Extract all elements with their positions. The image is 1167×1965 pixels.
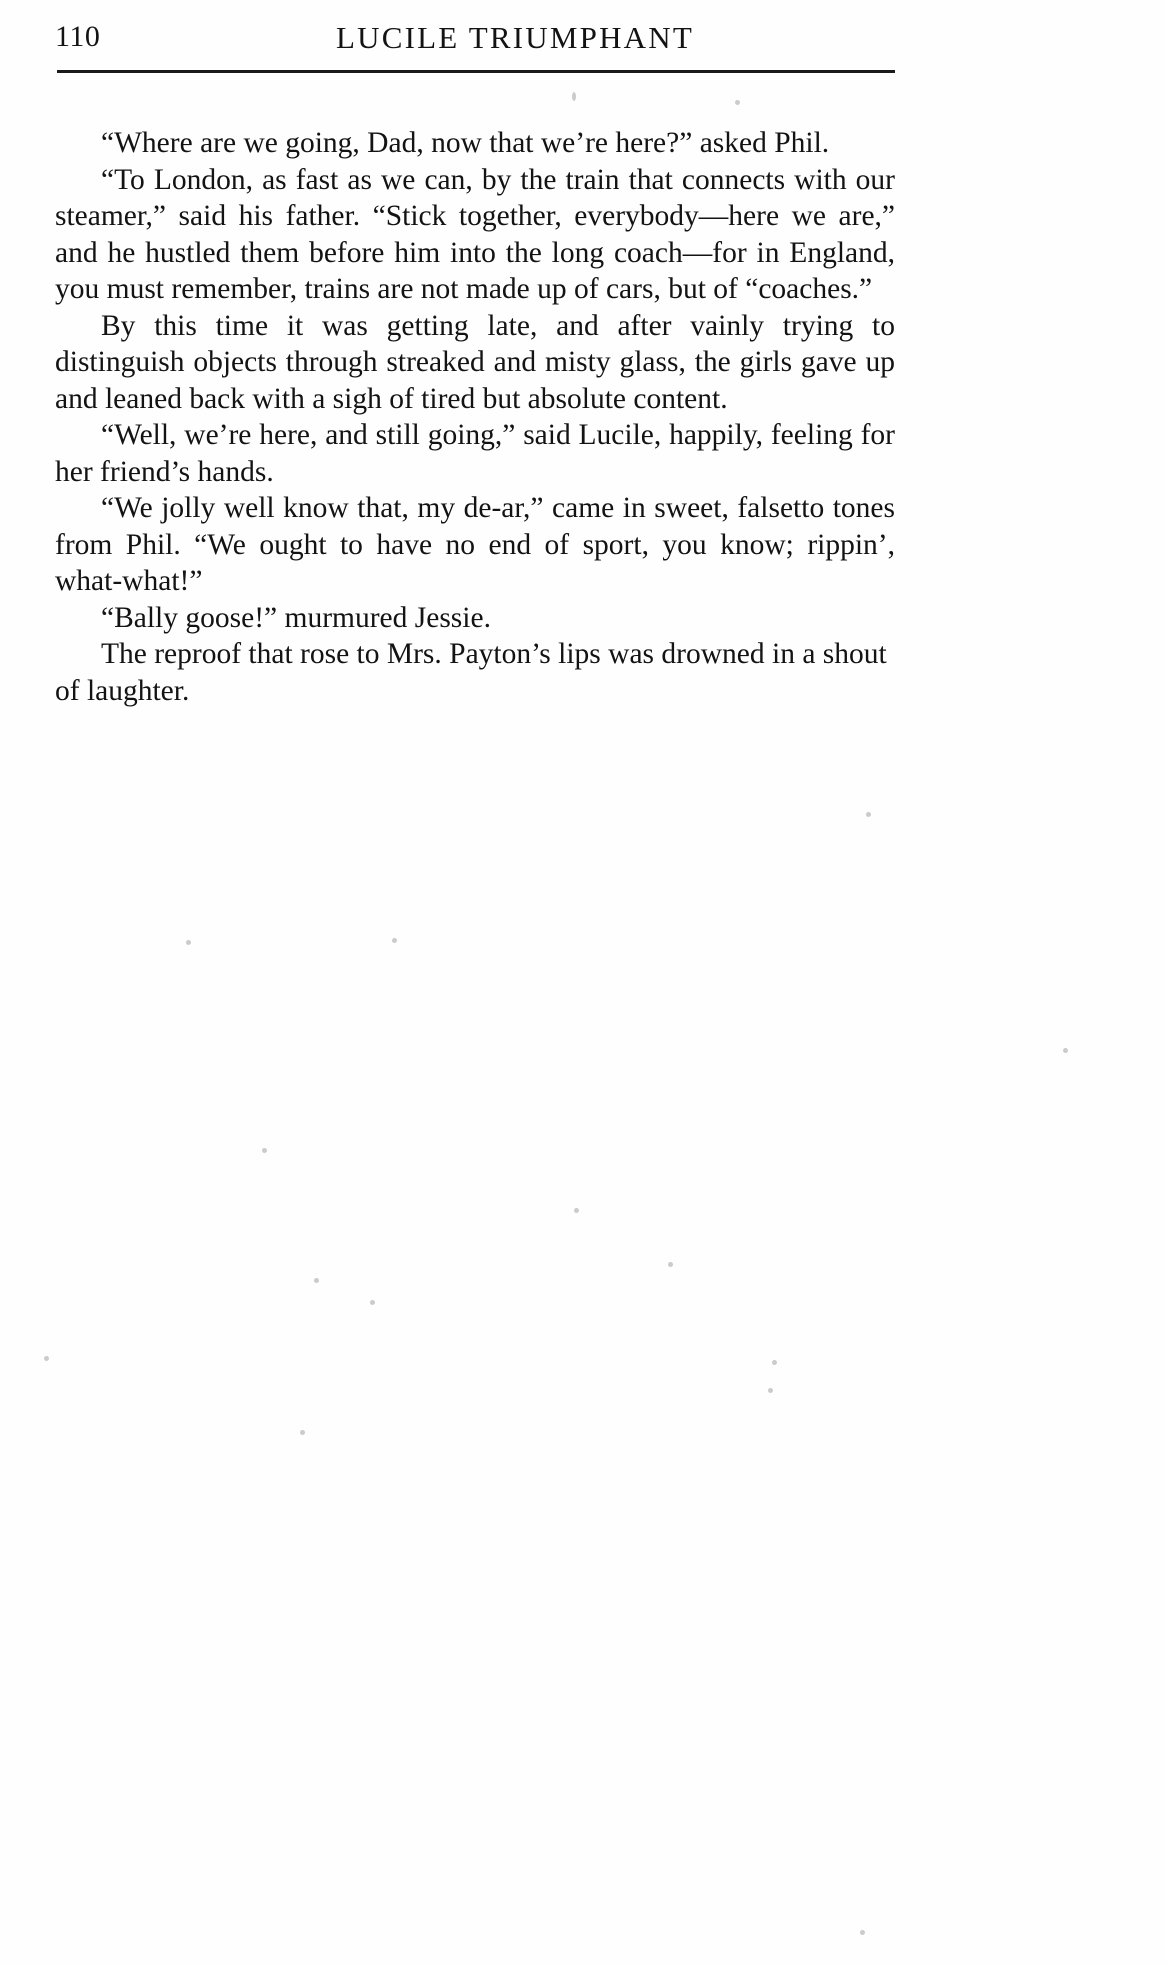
scan-speck — [314, 1278, 319, 1283]
scan-speck — [186, 940, 191, 945]
scan-speck — [262, 1148, 267, 1153]
scan-speck — [668, 1262, 673, 1267]
scan-speck — [768, 1388, 773, 1393]
paragraph: “To London, as fast as we can, by the train that connects with our steamer,” said his father. “Stick together, everybody—here we are,” and he hustled them before him into the long coach—for in England, you must remember, trains are not made up of cars, but of “coaches.” — [55, 163, 895, 305]
paragraph: By this time it was getting late, and after vainly trying to distinguish objects through streaked and misty glass, the girls gave up and leaned back with a sigh of tired but absolute content. — [55, 309, 895, 415]
scan-speck — [772, 1360, 777, 1365]
paragraph: “We jolly well know that, my de-ar,” came in sweet, falsetto tones from Phil. “We ought to have no end of sport, you know; rippin’, what-what!” — [55, 492, 895, 597]
scan-speck — [735, 100, 740, 105]
scan-speck — [860, 1930, 865, 1935]
body-text — [55, 125, 895, 709]
page-header — [55, 20, 895, 66]
paragraph: “Where are we going, Dad, now that we’re here?” asked Phil. — [101, 127, 830, 159]
scan-speck — [1063, 1048, 1068, 1053]
paragraph: “Well, we’re here, and still going,” said Lucile, happily, feeling for her friend’s hands. — [55, 419, 895, 488]
paragraph: “Bally goose!” murmured Jessie. — [101, 601, 491, 634]
page-number: 110 — [55, 20, 101, 53]
scan-speck — [370, 1300, 375, 1305]
paragraph: The reproof that rose to Mrs. Payton’s lips was drowned in a shout of laughter. — [55, 638, 887, 707]
scan-speck — [392, 938, 397, 943]
scan-speck — [44, 1356, 49, 1361]
scan-speck — [574, 1208, 579, 1213]
scan-speck — [866, 812, 871, 817]
scan-speck — [300, 1430, 305, 1435]
header-rule — [57, 70, 895, 73]
running-title: LUCILE TRIUMPHANT — [335, 20, 694, 55]
page-content — [55, 20, 895, 709]
scan-speck — [572, 92, 576, 101]
